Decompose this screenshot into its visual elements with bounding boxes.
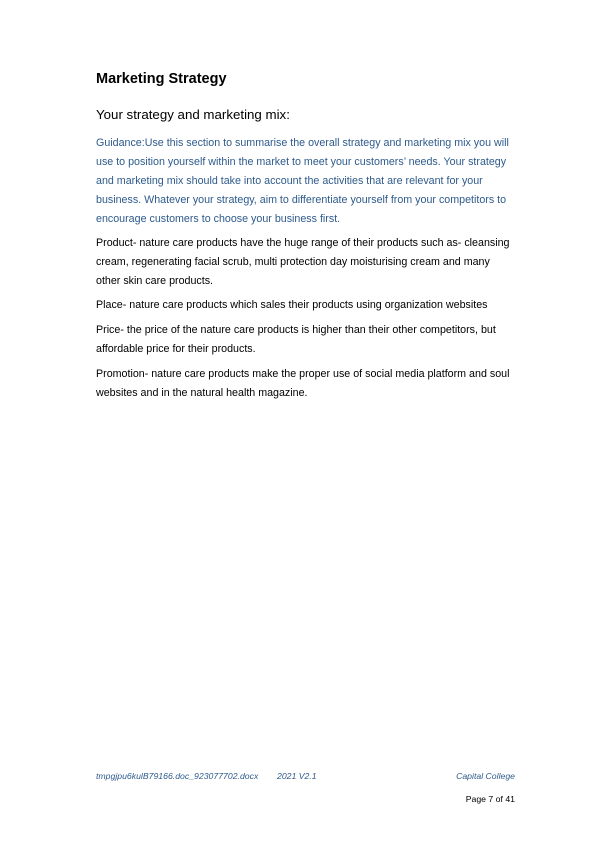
footer-document-id: tmpgjpu6kulB79166.doc_923077702.docx <box>96 771 259 781</box>
promotion-paragraph: Promotion- nature care products make the proper use of social media platform and soul websites and in the natural health magazine. <box>96 368 510 399</box>
price-paragraph: Price- the price of the nature care products is higher than their other competitors, but affordable price for their products. <box>96 324 496 355</box>
product-paragraph: Product- nature care products have the huge range of their products such as- cleansing cream, regenerating facial scrub, multi protection day moisturising cream and many other skin care products. <box>96 237 510 287</box>
footer-version: 2021 V2.1 <box>277 771 317 781</box>
footer-college-name: Capital College <box>456 771 515 781</box>
section-subheading: Your strategy and marketing mix: <box>96 107 290 122</box>
page-title: Marketing Strategy <box>96 71 227 87</box>
place-paragraph: Place- nature care products which sales their products using organization websites <box>96 299 488 311</box>
page-number: Page 7 of 41 <box>465 794 515 804</box>
guidance-text: Guidance:Use this section to summarise the overall strategy and marketing mix you will use to position yourself within the market to meet your customers’ needs. Your strategy and marketing mix should take into account the activities that are relevant for your business. Whatever your strategy, aim to differentiate yourself from your competitors to encourage customers to choose your business first. <box>96 137 509 225</box>
